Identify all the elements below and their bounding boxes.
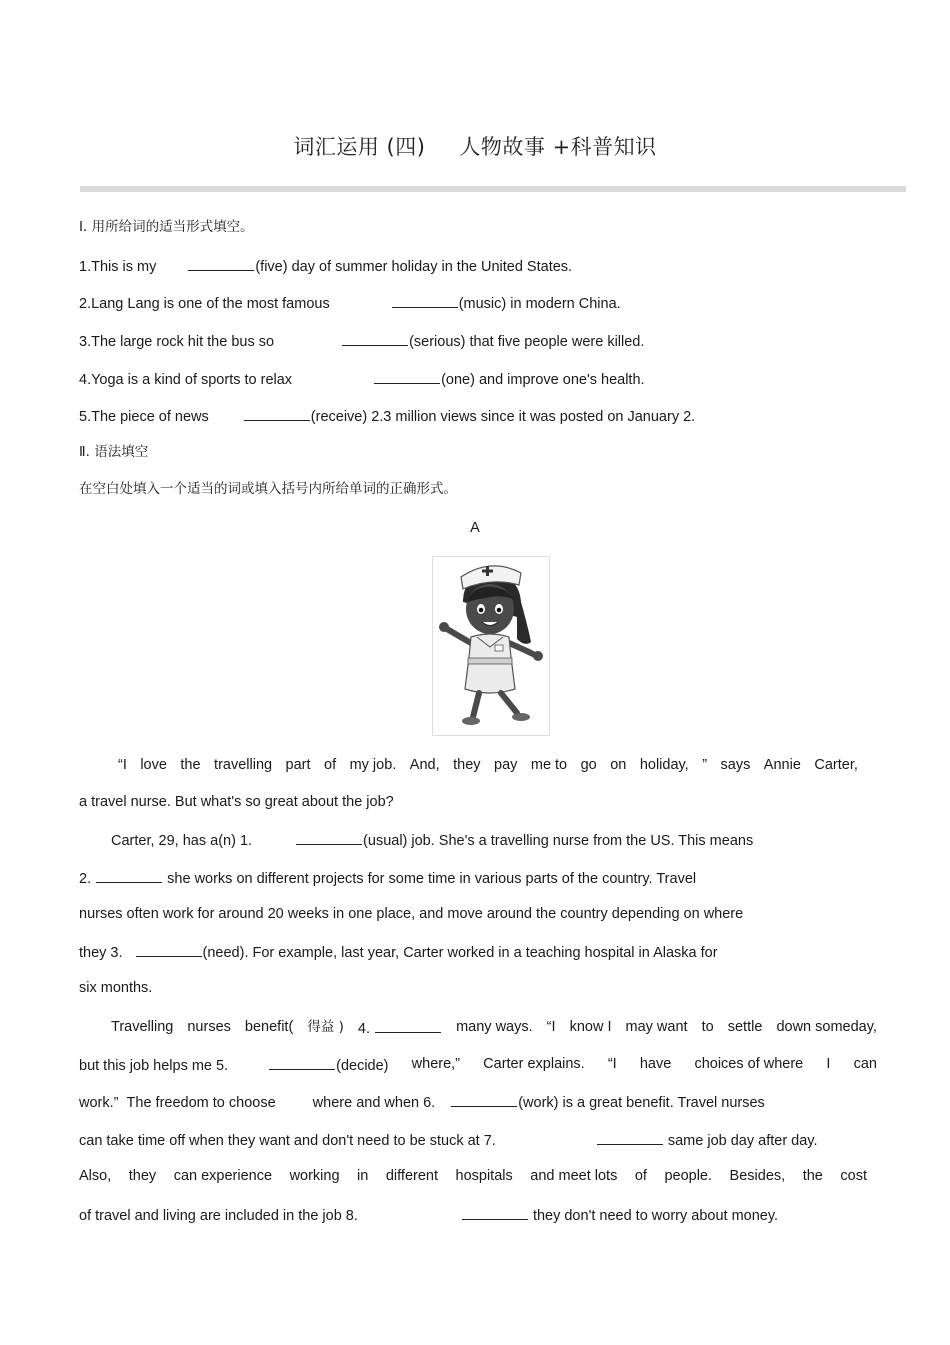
answer-blank-1[interactable] — [296, 830, 362, 845]
exercise-item-1: 1.This is my (five) day of summer holiday in the United States. — [79, 256, 572, 276]
answer-blank-8[interactable] — [462, 1205, 528, 1220]
exercise-item-2: 2.Lang Lang is one of the most famous (music) in modern China. — [79, 293, 621, 313]
title-divider — [80, 186, 906, 192]
nurse-illustration — [432, 556, 550, 736]
answer-blank-4[interactable] — [375, 1018, 441, 1033]
answer-blank[interactable] — [374, 369, 440, 384]
answer-blank[interactable] — [392, 293, 458, 308]
answer-blank[interactable] — [188, 256, 254, 271]
exercise-item-3: 3.The large rock hit the bus so (serious) that five people were killed. — [79, 331, 644, 351]
passage-line-13: of travel and living are included in the job 8. they don't need to worry about money. — [79, 1205, 778, 1225]
passage-line-8: Travelling nurses benefit( 得益 ) 4. many ways. “I know I may want to settle down someday, — [111, 1019, 877, 1037]
section2-instruction: 在空白处填入一个适当的词或填入括号内所给单词的正确形式。 — [79, 481, 457, 497]
passage-line-10: work.” The freedom to choose where and when 6. (work) is a great benefit. Travel nurses — [79, 1092, 765, 1112]
nurse-icon — [433, 557, 549, 735]
passage-line-11: can take time off when they want and don't need to be stuck at 7. same job day after day. — [79, 1130, 818, 1150]
answer-blank-6[interactable] — [451, 1092, 517, 1107]
page-title — [0, 131, 950, 161]
exercise-item-4: 4.Yoga is a kind of sports to relax (one) and improve one's health. — [79, 369, 645, 389]
exercise-item-5: 5.The piece of news (receive) 2.3 million views since it was posted on January 2. — [79, 406, 695, 426]
title-part1: 词汇运用 (四) — [293, 135, 426, 159]
title-part2: 人物故事 +科普知识 — [459, 135, 657, 159]
passage-line-2: a travel nurse. But what's so great about the job? — [79, 794, 394, 810]
answer-blank-7[interactable] — [597, 1130, 663, 1145]
passage-line-3: Carter, 29, has a(n) 1. (usual) job. She's a travelling nurse from the US. This means — [111, 830, 753, 850]
passage-line-7: six months. — [79, 980, 153, 996]
passage-line-4: 2. she works on different projects for some time in various parts of the country. Travel — [79, 868, 696, 888]
passage-line-6: they 3. (need). For example, last year, Carter worked in a teaching hospital in Alaska for — [79, 942, 718, 962]
passage-line-9: but this job helps me 5. (decide) where,” Carter explains. “I have choices of where I can — [79, 1056, 877, 1074]
answer-blank-5[interactable] — [269, 1055, 335, 1070]
answer-blank-2[interactable] — [96, 868, 162, 883]
section2-heading: Ⅱ. 语法填空 — [79, 444, 149, 460]
answer-blank[interactable] — [342, 331, 408, 346]
section1-heading: Ⅰ. 用所给词的适当形式填空。 — [79, 219, 254, 235]
passage-line-5: nurses often work for around 20 weeks in one place, and move around the country depending on where — [79, 906, 744, 922]
answer-blank-3[interactable] — [136, 942, 202, 957]
passage-line-12: Also, they can experience working in different hospitals and meet lots of people. Besides, the cost — [79, 1168, 867, 1184]
passage-label: A — [470, 520, 480, 536]
answer-blank[interactable] — [244, 406, 310, 421]
passage-line-1: “I love the travelling part of my job. And, they pay me to go on holiday, ” says Annie Carter, — [118, 757, 858, 773]
